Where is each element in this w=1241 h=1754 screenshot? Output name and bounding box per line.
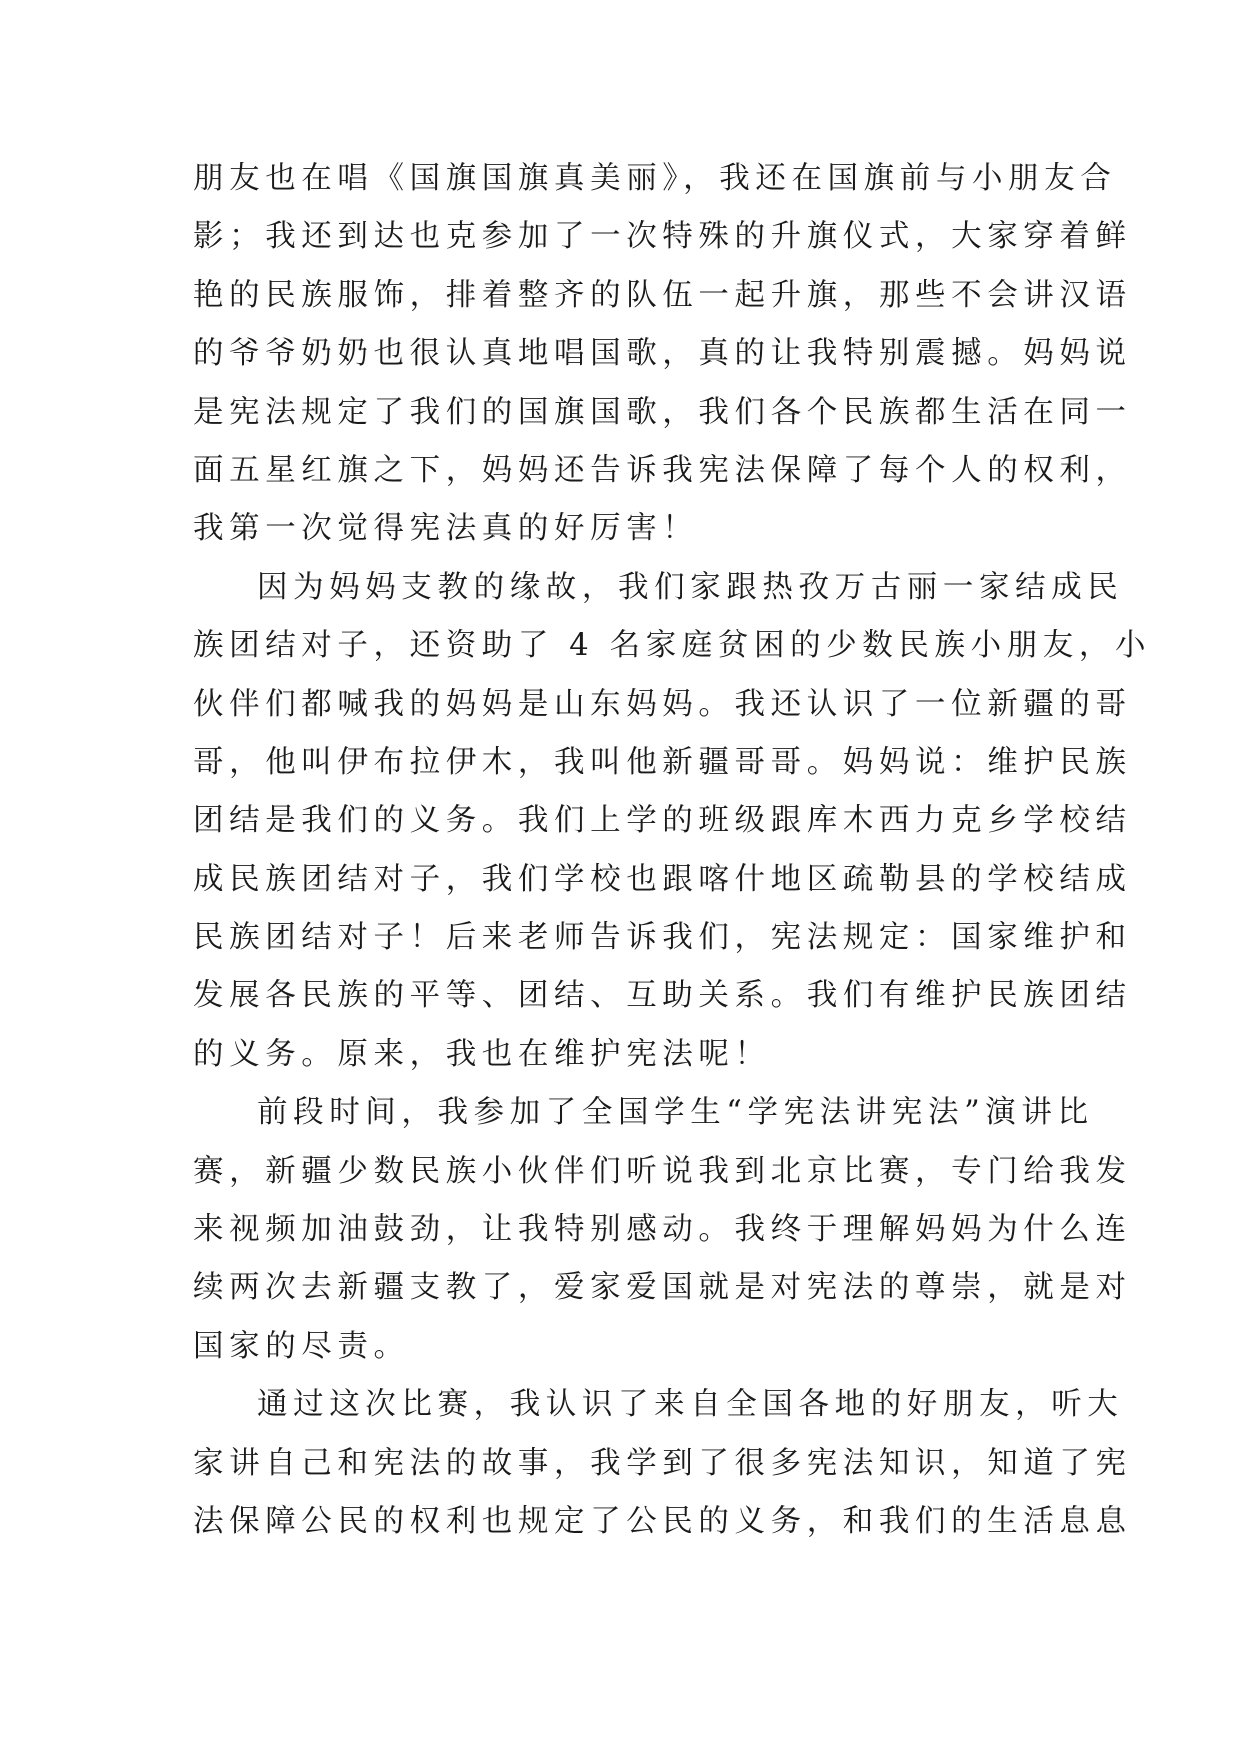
text-line-2: 影；我还到达也克参加了一次特殊的升旗仪式，大家穿着鲜: [193, 219, 1132, 255]
text-line-7: 我第一次觉得宪法真的好厉害！: [193, 511, 699, 547]
text-line-10: 伙伴们都喊我的妈妈是山东妈妈。我还认识了一位新疆的哥: [193, 686, 1132, 722]
text-line-1: 朋友也在唱《国旗国旗真美丽》，我还在国旗前与小朋友合: [193, 161, 1117, 196]
text-line-4: 的爷爷奶奶也很认真地唱国歌，真的让我特别震撼。妈妈说: [193, 336, 1132, 372]
text-line-12: 团结是我们的义务。我们上学的班级跟库木西力克乡学校结: [193, 803, 1132, 839]
text-line-3: 艳的民族服饰，排着整齐的队伍一起升旗，那些不会讲汉语: [193, 277, 1132, 313]
text-line-18: 赛，新疆少数民族小伙伴们听说我到北京比赛，专门给我发: [193, 1153, 1132, 1189]
text-line-20: 续两次去新疆支教了，爱家爱国就是对宪法的尊崇，就是对: [193, 1270, 1132, 1306]
text-line-11: 哥，他叫伊布拉伊木，我叫他新疆哥哥。妈妈说：维护民族: [193, 744, 1132, 780]
text-line-14: 民族团结对子！后来老师告诉我们，宪法规定：国家维护和: [193, 920, 1132, 956]
text-line-23: 家讲自己和宪法的故事，我学到了很多宪法知识，知道了宪: [193, 1445, 1132, 1481]
text-line-9: 族团结对子，还资助了 4 名家庭贫困的少数民族小朋友，小: [193, 628, 1152, 664]
text-line-19: 来视频加油鼓劲，让我特别感动。我终于理解妈妈为什么连: [193, 1212, 1132, 1248]
text-line-22: 通过这次比赛，我认识了来自全国各地的好朋友，听大: [257, 1387, 1124, 1423]
text-line-17: 前段时间，我参加了全国学生“学宪法讲宪法”演讲比: [257, 1095, 1094, 1131]
document-body: [193, 150, 1152, 1551]
text-line-15: 发展各民族的平等、团结、互助关系。我们有维护民族团结: [193, 978, 1132, 1014]
text-line-5: 是宪法规定了我们的国旗国歌，我们各个民族都生活在同一: [193, 394, 1132, 430]
text-line-24: 法保障公民的权利也规定了公民的义务，和我们的生活息息: [193, 1503, 1132, 1539]
text-line-16: 的义务。原来，我也在维护宪法呢！: [193, 1036, 771, 1072]
text-line-13: 成民族团结对子，我们学校也跟喀什地区疏勒县的学校结成: [193, 861, 1132, 897]
text-line-6: 面五星红旗之下，妈妈还告诉我宪法保障了每个人的权利，: [193, 452, 1132, 488]
text-line-8: 因为妈妈支教的缘故，我们家跟热孜万古丽一家结成民: [257, 569, 1124, 605]
text-line-21: 国家的尽责。: [193, 1328, 410, 1364]
